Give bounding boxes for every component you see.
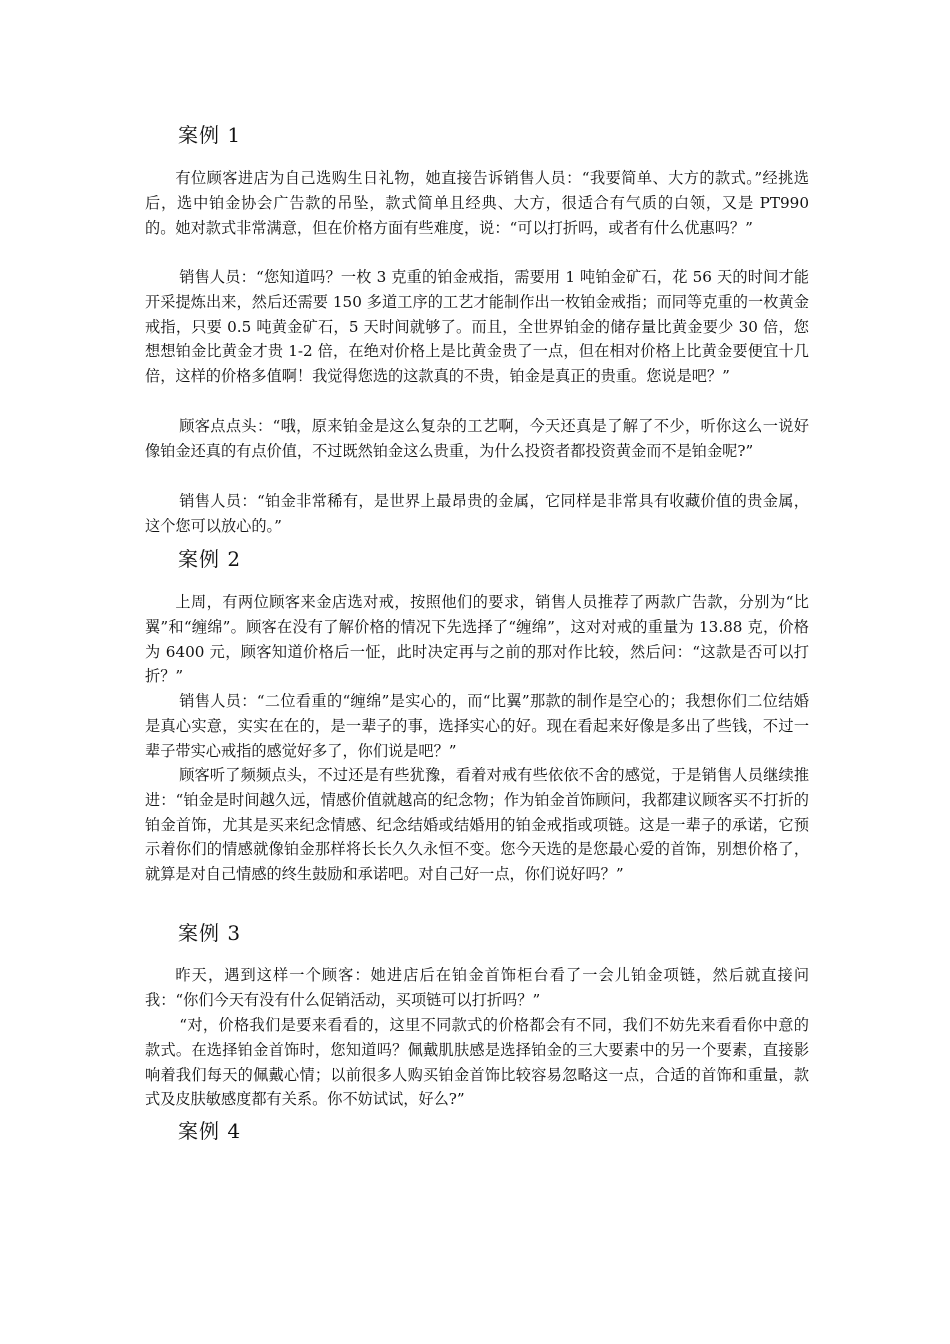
- case-1-paragraph-2: 销售人员：“您知道吗？一枚 3 克重的铂金戒指，需要用 1 吨铂金矿石，花 56 天的时间才能开采提炼出来，然后还需要 150 多道工序的工艺才能制作出一枚铂金戒指；而同等克重的一枚黄金戒指，只要 0.5 吨黄金矿石，5 天时间就够了。而且，全世界铂金的储存量比黄金要少 30 倍，您想想铂金比黄金才贵 1-2 倍，在绝对价格上是比黄金贵了一点，但在相对价格上比黄金要便宜十几倍，这样的价格多值啊！我觉得您选的这款真的不贵，铂金是真正的贵重。您说是吧？”: [145, 268, 809, 386]
- case-2-paragraph-2: 销售人员：“二位看重的“缠绵”是实心的，而“比翼”那款的制作是空心的；我想你们二位结婚是真心实意，实实在在的，是一辈子的事，选择实心的好。现在看起来好像是多出了些钱，不过一辈子带实心戒指的感觉好多了，你们说是吧？”: [145, 692, 809, 760]
- section-heading-case-4: 案例 4: [178, 1119, 242, 1143]
- case-1-paragraph-4: 销售人员：“铂金非常稀有，是世界上最昂贵的金属，它同样是非常具有收藏价值的贵金属，这个您可以放心的。”: [145, 492, 809, 535]
- case-3-paragraph-1: 昨天，遇到这样一个顾客：她进店后在铂金首饰柜台看了一会儿铂金项链，然后就直接问我：“你们今天有没有什么促销活动，买项链可以打折吗？”: [145, 966, 809, 1009]
- section-heading-case-2: 案例 2: [178, 547, 242, 571]
- case-2-paragraph-3: 顾客听了频频点头，不过还是有些犹豫，看着对戒有些依依不舍的感觉，于是销售人员继续推进：“铂金是时间越久远，情感价值就越高的纪念物；作为铂金首饰顾问，我都建议顾客买不打折的铂金首饰，尤其是买来纪念情感、纪念结婚或结婚用的铂金戒指或项链。这是一辈子的承诺，它预示着你们的情感就像铂金那样将长长久久永恒不变。您今天选的是您最心爱的首饰，别想价格了，就算是对自己情感的终生鼓励和承诺吧。对自己好一点，你们说好吗？”: [145, 766, 809, 884]
- case-3-paragraph-2: “对，价格我们是要来看看的，这里不同款式的价格都会有不同，我们不妨先来看看你中意的款式。在选择铂金首饰时，您知道吗？佩戴肌肤感是选择铂金的三大要素中的另一个要素，直接影响着我们每天的佩戴心情；以前很多人购买铂金首饰比较容易忽略这一点，合适的首饰和重量，款式及皮肤敏感度都有关系。你不妨试试，好么?”: [145, 1016, 809, 1109]
- section-heading-case-3: 案例 3: [178, 921, 242, 945]
- section-heading-case-1: 案例 1: [178, 123, 242, 147]
- case-2-paragraph-1: 上周，有两位顾客来金店选对戒，按照他们的要求，销售人员推荐了两款广告款，分别为“比翼”和“缠绵”。顾客在没有了解价格的情况下先选择了“缠绵”，这对对戒的重量为 13.88 克，价格为 6400 元，顾客知道价格后一怔，此时决定再与之前的那对作比较，然后问：“这款是否可以打折？”: [145, 593, 809, 686]
- case-1-paragraph-1: 有位顾客进店为自己选购生日礼物，她直接告诉销售人员：“我要简单、大方的款式。”经挑选后，选中铂金协会广告款的吊坠，款式简单且经典、大方，很适合有气质的白领，又是 PT990 的。她对款式非常满意，但在价格方面有些难度，说：“可以打折吗，或者有什么优惠吗？”: [145, 169, 809, 237]
- case-1-paragraph-3: 顾客点点头：“哦，原来铂金是这么复杂的工艺啊，今天还真是了解了不少，听你这么一说好像铂金还真的有点价值，不过既然铂金这么贵重，为什么投资者都投资黄金而不是铂金呢?”: [145, 417, 809, 460]
